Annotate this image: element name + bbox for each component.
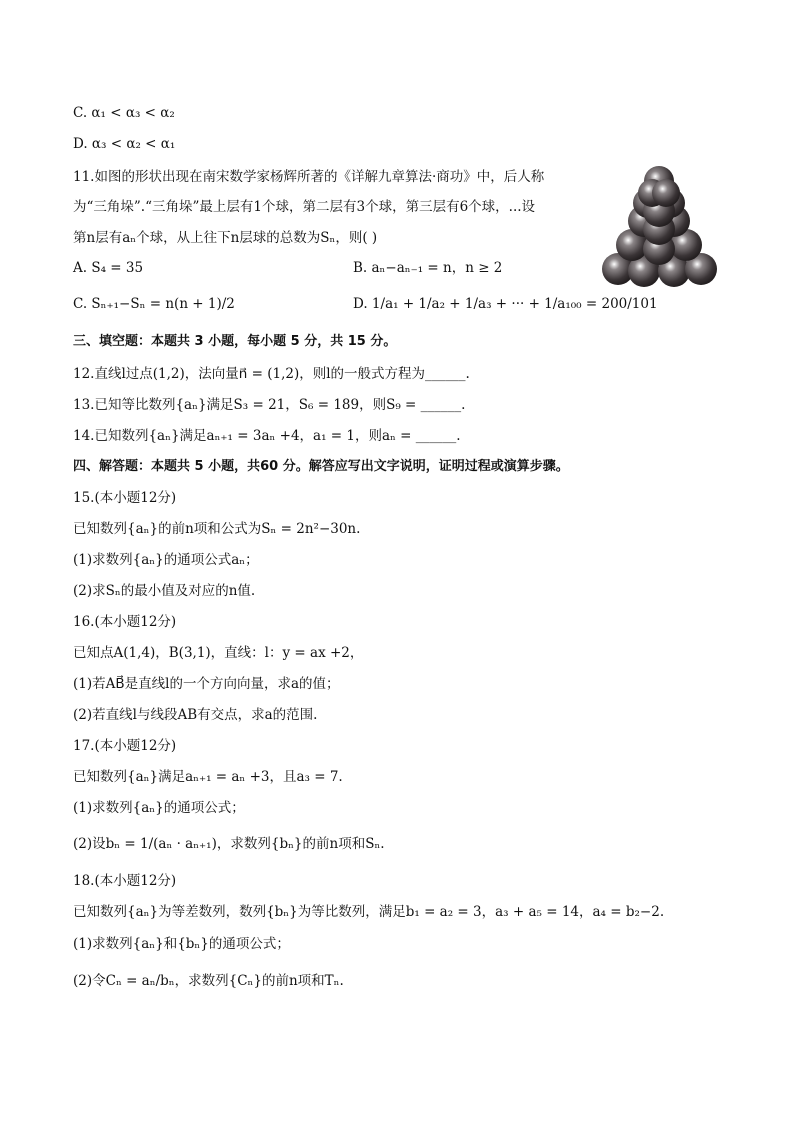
q15-stem: 已知数列{aₙ}的前n项和公式为Sₙ = 2n²−30n. [73,521,361,537]
q16-part-1: (1)若AB⃗是直线l的一个方向向量，求a的值； [73,676,340,692]
q18-part-1: (1)求数列{aₙ}和{bₙ}的通项公式； [73,936,290,952]
option-c-q10: C. α₁ < α₃ < α₂ [73,105,175,121]
q11-option-d: D. 1/a₁ + 1/a₂ + 1/a₃ + ··· + 1/a₁₀₀ = 200/101 [353,296,658,312]
triangular-pile-figure [598,165,720,289]
q15-part-2: (2)求Sₙ的最小值及对应的n值. [73,583,256,599]
q14-text: 14.已知数列{aₙ}满足aₙ₊₁ = 3aₙ +4，a₁ = 1，则aₙ = ______. [73,428,461,444]
option-d-q10: D. α₃ < α₂ < α₁ [73,136,176,152]
q17-stem: 已知数列{aₙ}满足aₙ₊₁ = aₙ +3，且a₃ = 7. [73,769,343,785]
q16-stem: 已知点A(1,4)，B(3,1)，直线：l：y = ax +2， [73,645,364,661]
q12-text: 12.直线l过点(1,2)，法向量n⃗ = (1,2)，则l的一般式方程为______. [73,366,470,382]
q11-text-1: 11.如图的形状出现在南宋数学家杨辉所著的《详解九章算法·商功》中，后人称 [73,169,545,185]
section-4-heading: 四、解答题：本题共 5 小题，共60 分。解答应写出文字说明，证明过程或演算步骤。 [73,459,569,474]
q17-heading: 17.(本小题12分) [73,738,177,754]
q17-part-2: (2)设bₙ = 1/(aₙ · aₙ₊₁)，求数列{bₙ}的前n项和Sₙ. [73,836,385,852]
q11-option-c: C. Sₙ₊₁−Sₙ = n(n + 1)/2 [73,296,235,312]
q11-option-a: A. S₄ = 35 [73,260,144,276]
q16-part-2: (2)若直线l与线段AB有交点，求a的范围. [73,707,318,723]
q17-part-1: (1)求数列{aₙ}的通项公式； [73,800,245,816]
section-3-heading: 三、填空题：本题共 3 小题，每小题 5 分，共 15 分。 [73,334,397,349]
ball [652,179,680,207]
q15-heading: 15.(本小题12分) [73,490,177,506]
q11-text-2: 为“三角垛”.“三角垛”最上层有1个球，第二层有3个球，第三层有6个球，...设 [73,199,536,215]
q18-heading: 18.(本小题12分) [73,873,177,889]
q16-heading: 16.(本小题12分) [73,614,177,630]
q18-stem: 已知数列{aₙ}为等差数列，数列{bₙ}为等比数列，满足b₁ = a₂ = 3，a₃ + a₅ = 14，a₄ = b₂−2. [73,904,665,920]
q11-text-3: 第n层有aₙ个球，从上往下n层球的总数为Sₙ，则( ) [73,230,378,246]
q15-part-1: (1)求数列{aₙ}的通项公式aₙ； [73,552,259,568]
q11-option-b: B. aₙ−aₙ₋₁ = n，n ≥ 2 [353,260,503,276]
q13-text: 13.已知等比数列{aₙ}满足S₃ = 21，S₆ = 189，则S₉ = ______. [73,397,466,413]
q18-part-2: (2)令Cₙ = aₙ/bₙ，求数列{Cₙ}的前n项和Tₙ. [73,973,344,989]
